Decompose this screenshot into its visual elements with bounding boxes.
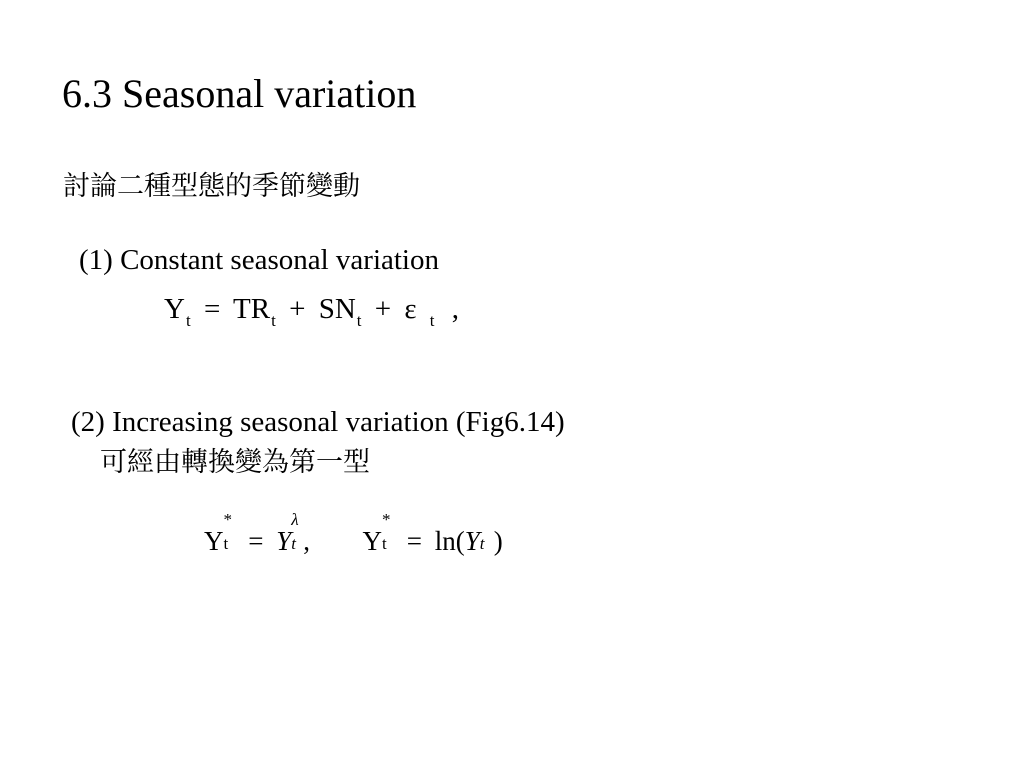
item1-heading: (1) Constant seasonal variation [79, 244, 439, 276]
transformation-equation [204, 510, 503, 561]
subscript-t: t [185, 311, 191, 330]
y-symbol: Y [164, 293, 185, 325]
additive-model-equation [164, 289, 459, 333]
equals-sign: = [248, 526, 264, 556]
equals-sign: = [203, 293, 221, 325]
y-italic-symbol: Y [464, 526, 480, 556]
close-paren: ) [493, 526, 503, 556]
equation-comma: , [303, 526, 311, 556]
trend-symbol: TR [233, 293, 271, 325]
plus-sign: + [289, 293, 306, 325]
seasonal-symbol: SN [318, 293, 356, 325]
item2-subtext: 可經由轉換變為第一型 [100, 447, 370, 478]
slide-title: 6.3 Seasonal variation [62, 71, 417, 116]
superscript-star: * [223, 510, 232, 529]
intro-text: 討論二種型態的季節變動 [63, 171, 360, 202]
plus-sign: + [374, 293, 392, 325]
subscript-t: t [356, 311, 362, 330]
epsilon-symbol: ε [404, 293, 417, 325]
subscript-t: t [291, 534, 296, 553]
y-symbol: Y [204, 526, 224, 556]
subscript-t: t [479, 534, 485, 553]
subscript-t: t [382, 534, 387, 553]
y-italic-symbol: Y [276, 526, 292, 556]
subscript-t: t [271, 311, 276, 330]
equals-sign: = [406, 526, 422, 556]
y-symbol: Y [362, 526, 383, 556]
superscript-lambda: λ [291, 510, 299, 529]
subscript-t: t [429, 311, 435, 330]
subscript-t: t [223, 534, 229, 553]
ln-open: ln( [434, 526, 465, 556]
item2-heading: (2) Increasing seasonal variation (Fig6.14) [71, 406, 565, 438]
equation-comma: , [451, 293, 460, 325]
superscript-star: * [382, 510, 391, 529]
